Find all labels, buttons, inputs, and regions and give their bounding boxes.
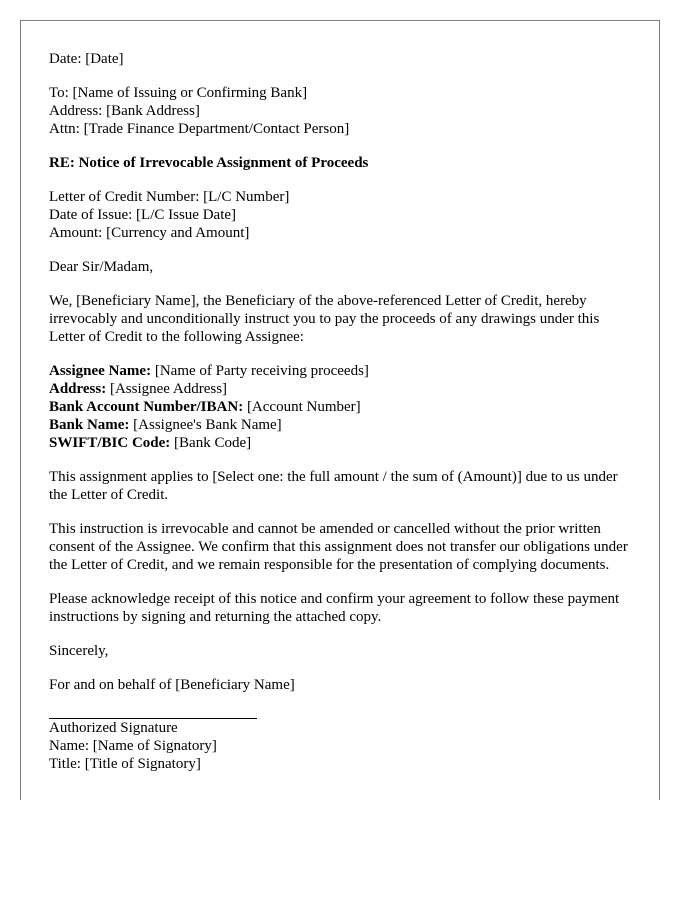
assignee-name-row	[49, 362, 631, 380]
closing: Sincerely,	[49, 643, 109, 659]
irrevocability-paragraph: This instruction is irrevocable and cannot be amended or cancelled without the prior written consent of the Assignee. We confirm that this assignment does not transfer our obligations under the Letter of Credit, and we remain responsible for the presentation of complying documents.	[49, 521, 628, 573]
recipient-attention: Attn: [Trade Finance Department/Contact Person]	[49, 121, 350, 137]
lc-amount: Amount: [Currency and Amount]	[49, 225, 250, 241]
assignee-name-label: Assignee Name:	[49, 363, 152, 379]
signature-label: Authorized Signature	[49, 720, 178, 736]
intro-paragraph: We, [Beneficiary Name], the Beneficiary of the above-referenced Letter of Credit, hereby irrevocably and unconditionally instruct you to pay the proceeds of any drawings under this Letter of Credit to the following Assignee:	[49, 293, 600, 345]
subject-line: RE: Notice of Irrevocable Assignment of Proceeds	[49, 155, 369, 171]
assignee-account-label: Bank Account Number/IBAN:	[49, 399, 244, 415]
assignee-bank-row	[49, 416, 631, 434]
recipient-bank-address: Address: [Bank Address]	[49, 103, 200, 119]
letter-of-credit-details	[49, 188, 631, 242]
on-behalf-of: For and on behalf of [Beneficiary Name]	[49, 677, 295, 693]
assignee-swift-row	[49, 434, 631, 452]
assignee-address-value: [Assignee Address]	[106, 381, 228, 397]
signature-block	[49, 719, 631, 773]
salutation: Dear Sir/Madam,	[49, 259, 154, 275]
letter-page	[20, 20, 660, 800]
signatory-title: Title: [Title of Signatory]	[49, 756, 201, 772]
acknowledgement-paragraph: Please acknowledge receipt of this notice and confirm your agreement to follow these payment instructions by signing and returning the attached copy.	[49, 591, 620, 625]
assignment-scope-paragraph: This assignment applies to [Select one: the full amount / the sum of (Amount)] due to us under the Letter of Credit.	[49, 469, 618, 503]
assignee-swift-value: [Bank Code]	[170, 435, 252, 451]
on-behalf-block	[49, 676, 631, 694]
assignee-swift-label: SWIFT/BIC Code:	[49, 435, 171, 451]
signatory-name: Name: [Name of Signatory]	[49, 738, 217, 754]
assignee-bank-label: Bank Name:	[49, 417, 130, 433]
assignee-details	[49, 362, 631, 452]
assignee-address-row	[49, 380, 631, 398]
recipient-block	[49, 84, 631, 138]
recipient-bank-name: To: [Name of Issuing or Confirming Bank]	[49, 85, 308, 101]
subject-block	[49, 154, 631, 172]
lc-issue-date: Date of Issue: [L/C Issue Date]	[49, 207, 237, 223]
lc-number: Letter of Credit Number: [L/C Number]	[49, 189, 290, 205]
date-block	[49, 50, 631, 68]
assignee-account-value: [Account Number]	[243, 399, 361, 415]
assignee-name-value: [Name of Party receiving proceeds]	[151, 363, 369, 379]
assignee-address-label: Address:	[49, 381, 107, 397]
salutation-block	[49, 258, 631, 276]
assignee-bank-value: [Assignee's Bank Name]	[129, 417, 282, 433]
date-line: Date: [Date]	[49, 51, 124, 67]
assignee-account-row	[49, 398, 631, 416]
closing-block	[49, 642, 631, 660]
